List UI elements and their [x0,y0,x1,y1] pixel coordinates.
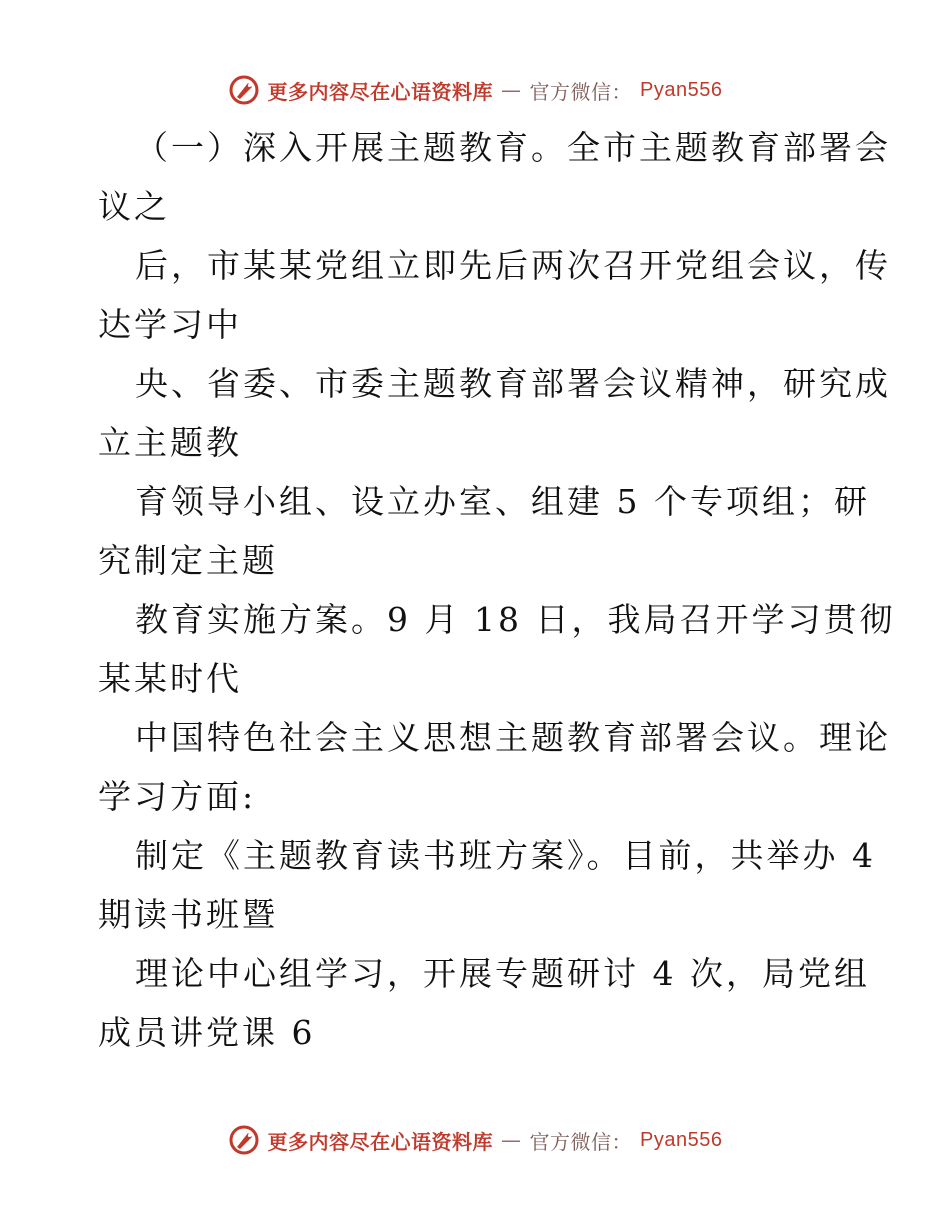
text-line: 学习方面: [98,777,257,816]
text-line: 育领导小组、设立办室、组建 5 个专项组；研 [135,482,870,521]
text-line: 达学习中 [98,305,242,344]
text-line: 究制定主题 [98,541,278,580]
watermark-brand: 更多内容尽在心语资料库 [267,1129,494,1154]
watermark-wechat-id: Pyan556 [640,1128,723,1151]
paragraph [98,590,896,708]
text-line: 成员讲党课 6 [98,1013,316,1052]
paragraph [98,472,870,590]
text-line: 理论中心组学习，开展专题研讨 4 次，局党组 [135,954,870,993]
paragraph [98,354,891,472]
paragraph [98,236,891,354]
pen-nib-logo-icon [228,74,260,106]
text-line: 立主题教 [98,423,242,462]
text-line: 央、省委、市委主题教育部署会议精神，研究成 [135,364,891,403]
text-line: 某某时代 [98,659,242,698]
document-body [98,118,896,1062]
text-line: 后，市某某党组立即先后两次召开党组会议，传 [135,246,891,285]
text-line: 教育实施方案。9 月 18 日，我局召开学习贯彻 [135,600,896,639]
text-line: （一）深入开展主题教育。全市主题教育部署会 [135,128,891,167]
watermark-brand: 更多内容尽在心语资料库 [267,79,494,104]
watermark-dash: — [501,1128,522,1152]
watermark-label: 官方微信： [529,1129,633,1154]
pen-nib-logo-icon [228,1124,260,1156]
header-watermark [0,70,950,110]
footer-watermark [0,1120,950,1160]
watermark-label: 官方微信： [529,79,633,104]
paragraph [98,826,876,944]
paragraph [98,944,870,1062]
text-line: 议之 [98,187,170,226]
watermark-dash: — [501,78,522,102]
text-line: 中国特色社会主义思想主题教育部署会议。理论 [135,718,891,757]
text-line: 制定《主题教育读书班方案》。目前，共举办 4 [135,836,876,875]
text-line: 期读书班暨 [98,895,278,934]
paragraph [98,118,891,236]
watermark-wechat-id: Pyan556 [640,78,723,101]
paragraph [98,708,891,826]
